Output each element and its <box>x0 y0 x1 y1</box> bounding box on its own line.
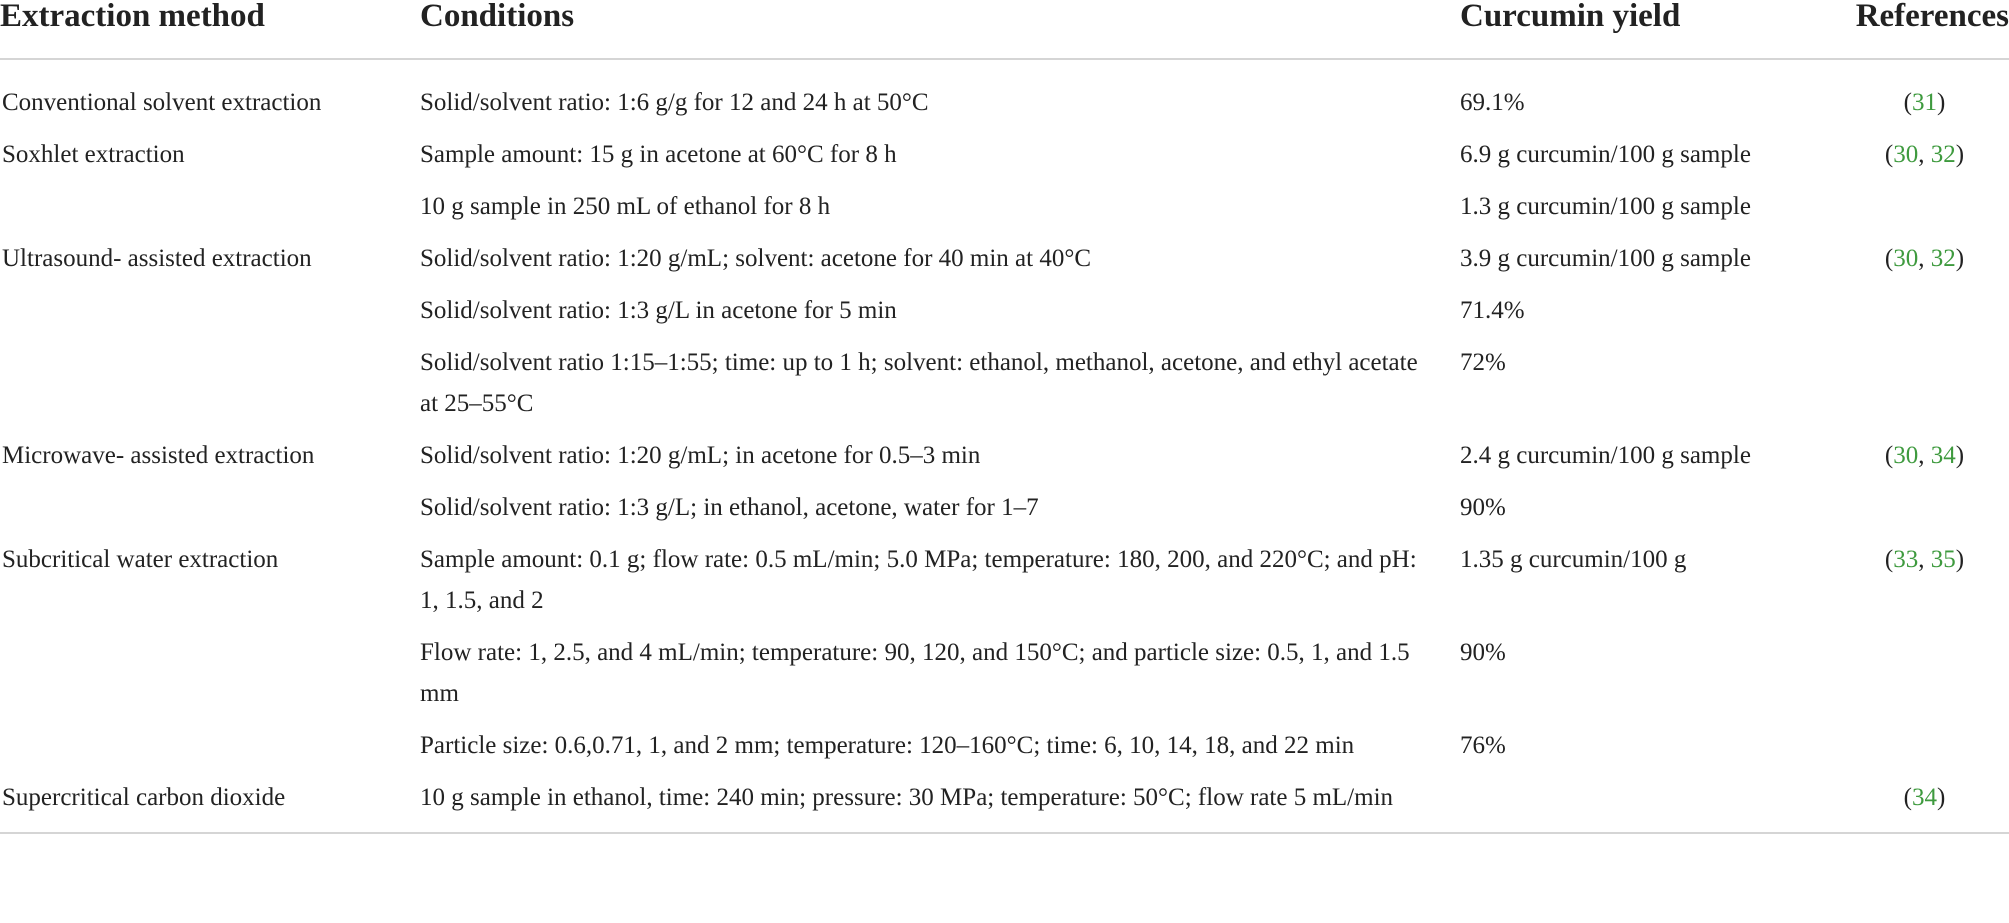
cell-conditions: Particle size: 0.6,0.71, 1, and 2 mm; temperature: 120–160°C; time: 6, 10, 14, 18, and 22 min <box>420 732 1355 759</box>
cell-curcumin-yield: 3.9 g curcumin/100 g sample <box>1460 245 1751 272</box>
ref-separator: , <box>1918 442 1931 469</box>
cell-curcumin-yield: 6.9 g curcumin/100 g sample <box>1460 141 1751 168</box>
reference-link[interactable]: 30 <box>1893 245 1919 272</box>
table-row <box>0 725 2009 777</box>
ref-open-paren: ( <box>1903 784 1912 811</box>
table-row <box>0 539 2009 632</box>
header-row <box>0 0 2009 59</box>
cell-references <box>1840 632 2009 725</box>
cell-curcumin-yield: 72% <box>1460 349 1506 376</box>
ref-close-paren: ) <box>1955 442 1965 469</box>
ref-close-paren: ) <box>1937 784 1946 811</box>
reference-link[interactable]: 30 <box>1893 442 1919 469</box>
cell-extraction-method <box>0 487 420 539</box>
header-extraction-method: Extraction method <box>0 0 420 59</box>
cell-conditions: 10 g sample in ethanol, time: 240 min; pressure: 30 MPa; temperature: 50°C; flow rate 5 mL/min <box>420 777 1460 833</box>
cell-curcumin-yield: 69.1% <box>1460 89 1525 116</box>
table-header <box>0 0 2009 59</box>
cell-conditions: Solid/solvent ratio 1:15–1:55; time: up to 1 h; solvent: ethanol, methanol, acetone, and ethyl acetate at 25–55°C <box>420 349 1418 417</box>
cell-conditions: Solid/solvent ratio: 1:20 g/mL; solvent: acetone for 40 min at 40°C <box>420 245 1092 272</box>
cell-extraction-method <box>0 725 420 777</box>
ref-separator: , <box>1918 546 1931 573</box>
table-row <box>0 238 2009 290</box>
cell-references <box>1840 777 2009 833</box>
cell-extraction-method: Supercritical carbon dioxide <box>0 777 420 833</box>
reference-link[interactable]: 33 <box>1893 546 1919 573</box>
ref-open-paren: ( <box>1903 89 1912 116</box>
reference-link[interactable]: 32 <box>1930 245 1956 272</box>
ref-open-paren: ( <box>1884 245 1894 272</box>
cell-curcumin-yield: 2.4 g curcumin/100 g sample <box>1460 442 1751 469</box>
cell-curcumin-yield: 1.3 g curcumin/100 g sample <box>1460 193 1751 220</box>
ref-close-paren: ) <box>1955 141 1965 168</box>
table-body <box>0 59 2009 833</box>
cell-conditions: Solid/solvent ratio: 1:20 g/mL; in acetone for 0.5–3 min <box>420 442 981 469</box>
cell-extraction-method: Subcritical water extraction <box>2 546 279 573</box>
reference-link[interactable]: 34 <box>1912 784 1937 811</box>
cell-references <box>1840 435 2009 487</box>
table-row <box>0 777 2009 833</box>
table-row <box>0 342 2009 435</box>
reference-link[interactable]: 35 <box>1930 546 1956 573</box>
cell-conditions: Sample amount: 0.1 g; flow rate: 0.5 mL/min; 5.0 MPa; temperature: 180, 200, and 220°C; and pH: 1, 1.5, and 2 <box>420 546 1417 614</box>
cell-extraction-method <box>0 186 420 238</box>
cell-references <box>1840 59 2009 134</box>
cell-curcumin-yield: 90% <box>1460 494 1506 521</box>
ref-open-paren: ( <box>1884 442 1894 469</box>
cell-extraction-method <box>0 632 420 725</box>
cell-references <box>1840 290 2009 342</box>
reference-link[interactable]: 34 <box>1930 442 1956 469</box>
header-conditions: Conditions <box>420 0 1460 59</box>
cell-curcumin-yield: 90% <box>1460 639 1506 666</box>
cell-curcumin-yield: 71.4% <box>1460 297 1525 324</box>
cell-conditions: Solid/solvent ratio: 1:3 g/L in acetone for 5 min <box>420 297 897 324</box>
table-row <box>0 435 2009 487</box>
cell-extraction-method: Soxhlet extraction <box>2 141 185 168</box>
reference-link[interactable]: 31 <box>1912 89 1937 116</box>
cell-conditions: Solid/solvent ratio: 1:3 g/L; in ethanol, acetone, water for 1–7 <box>420 494 1039 521</box>
cell-references <box>1840 342 2009 435</box>
cell-references <box>1840 487 2009 539</box>
header-curcumin-yield: Curcumin yield <box>1460 0 1840 59</box>
cell-extraction-method <box>0 290 420 342</box>
table-row <box>0 290 2009 342</box>
reference-link[interactable]: 30 <box>1893 141 1919 168</box>
reference-link[interactable]: 32 <box>1930 141 1956 168</box>
table-row <box>0 134 2009 186</box>
ref-close-paren: ) <box>1937 89 1946 116</box>
cell-extraction-method: Conventional solvent extraction <box>2 89 322 116</box>
table-row <box>0 632 2009 725</box>
cell-conditions: Sample amount: 15 g in acetone at 60°C for 8 h <box>420 141 897 168</box>
cell-curcumin-yield <box>1460 777 1840 833</box>
cell-references <box>1840 134 2009 186</box>
cell-extraction-method <box>0 342 420 435</box>
table-row <box>0 487 2009 539</box>
cell-references <box>1840 539 2009 632</box>
cell-references <box>1840 186 2009 238</box>
cell-references <box>1840 238 2009 290</box>
header-references: References <box>1840 0 2009 59</box>
ref-separator: , <box>1918 245 1931 272</box>
cell-extraction-method: Ultrasound- assisted extraction <box>2 245 312 272</box>
cell-curcumin-yield: 1.35 g curcumin/100 g <box>1460 546 1687 573</box>
table-row <box>0 186 2009 238</box>
cell-curcumin-yield: 76% <box>1460 732 1506 759</box>
cell-conditions: Flow rate: 1, 2.5, and 4 mL/min; temperature: 90, 120, and 150°C; and particle size: 0.5, 1, and 1.5 mm <box>420 639 1410 707</box>
ref-close-paren: ) <box>1955 245 1965 272</box>
ref-open-paren: ( <box>1884 141 1894 168</box>
cell-conditions: 10 g sample in 250 mL of ethanol for 8 h <box>420 193 831 220</box>
cell-references <box>1840 725 2009 777</box>
ref-close-paren: ) <box>1955 546 1965 573</box>
table-row <box>0 59 2009 134</box>
ref-separator: , <box>1918 141 1931 168</box>
cell-conditions: Solid/solvent ratio: 1:6 g/g for 12 and 24 h at 50°C <box>420 89 929 116</box>
cell-extraction-method: Microwave- assisted extraction <box>2 442 315 469</box>
ref-open-paren: ( <box>1884 546 1894 573</box>
